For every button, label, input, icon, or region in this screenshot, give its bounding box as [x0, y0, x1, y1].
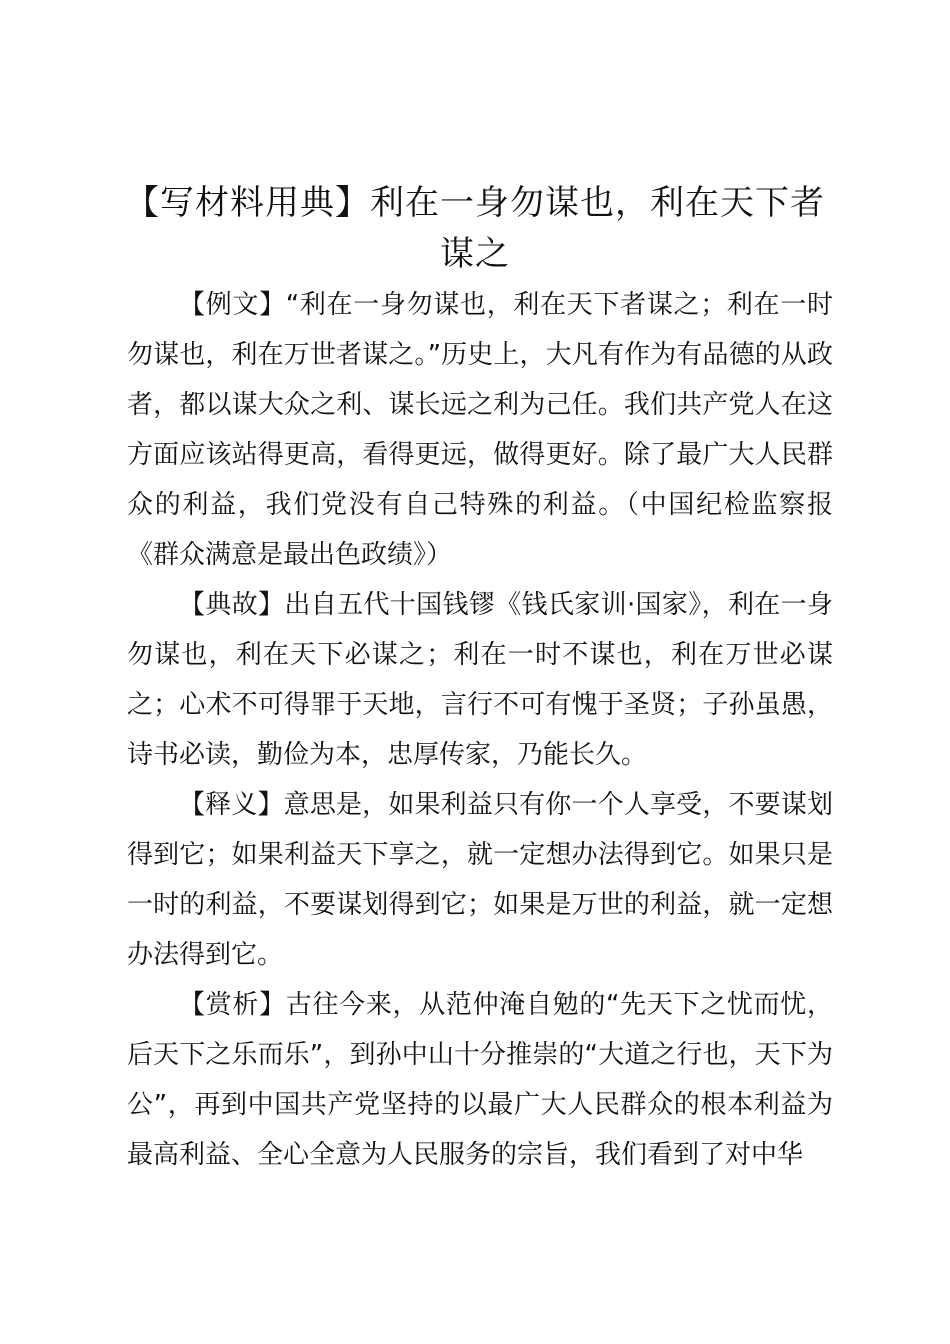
paragraph-allusion: 【典故】出自五代十国钱镠《钱氏家训·国家》，利在一身勿谋也，利在天下必谋之；利在一时不谋也，利在万世必谋之；心术不可得罪于天地，言行不可有愧于圣贤；子孙虽愚，诗书必读，勤俭为本，忠厚传家，乃能长久。: [127, 590, 833, 770]
document-title: 【写材料用典】利在一身勿谋也，利在天下者谋之: [125, 183, 825, 274]
paragraph-example: 【例文】“利在一身勿谋也，利在天下者谋之；利在一时勿谋也，利在万世者谋之。”历史上，大凡有作为有品德的从政者，都以谋大众之利、谋长远之利为己任。我们共产党人在这方面应该站得更高，看得更远，做得更好。除了最广大人民群众的利益，我们党没有自己特殊的利益。（中国纪检监察报《群众满意是最出色政绩》）: [127, 290, 833, 570]
document-body: [127, 280, 833, 1180]
paragraph-appreciation: 【赏析】古往今来，从范仲淹自勉的“先天下之忧而忧，后天下之乐而乐”，到孙中山十分推崇的“大道之行也，天下为公”，再到中国共产党坚持的以最广大人民群众的根本利益为最高利益、全心全意为人民服务的宗旨，我们看到了对中华: [127, 990, 833, 1170]
paragraph-interpretation: 【释义】意思是，如果利益只有你一个人享受，不要谋划得到它；如果利益天下享之，就一定想办法得到它。如果只是一时的利益，不要谋划得到它；如果是万世的利益，就一定想办法得到它。: [127, 790, 833, 970]
